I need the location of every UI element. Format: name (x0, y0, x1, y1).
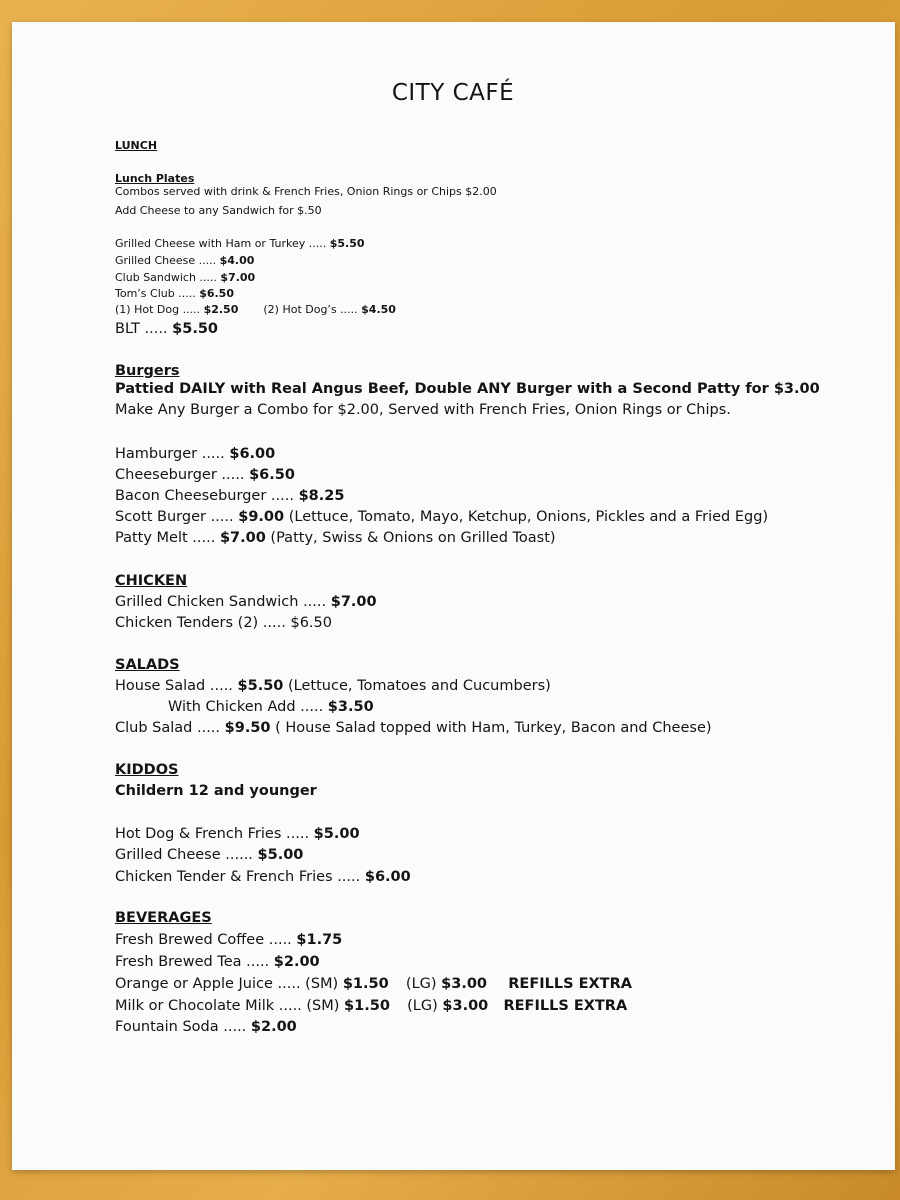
lunch-item (115, 288, 234, 299)
item-price-sm: $1.50 (344, 998, 390, 1014)
item-price: $3.50 (327, 699, 374, 715)
refills-note: REFILLS EXTRA (508, 976, 632, 992)
lunch-item (115, 238, 365, 249)
item-price: $6.50 (290, 615, 332, 631)
kiddos-item (115, 870, 411, 885)
item-name: Scott Burger ..... (115, 509, 239, 525)
lunch-note-cheese: Add Cheese to any Sandwich for $.50 (115, 204, 322, 217)
lunch-heading: LUNCH (115, 139, 158, 152)
item-name: (1) Hot Dog ..... (115, 303, 204, 316)
item-name: Fountain Soda ..... (115, 1019, 251, 1035)
item-price: $7.00 (220, 271, 256, 284)
item-name: Fresh Brewed Tea ..... (115, 954, 274, 970)
page-title: CITY CAFÉ (391, 80, 515, 106)
item-desc: (Lettuce, Tomatoes and Cucumbers) (283, 678, 551, 694)
lunch-item (115, 272, 255, 283)
item-name: Chicken Tender & French Fries ..... (115, 869, 365, 885)
kiddos-item (115, 827, 360, 842)
item-name: Club Salad ..... (115, 720, 225, 736)
item-price: $5.00 (257, 847, 304, 863)
item-name: Tom’s Club ..... (115, 287, 200, 300)
item-name: Patty Melt ..... (115, 530, 220, 546)
beverages-heading: BEVERAGES (115, 910, 212, 926)
burgers-combo-note: Make Any Burger a Combo for $2.00, Served with French Fries, Onion Rings or Chips. (115, 402, 731, 418)
item-price: $4.50 (361, 303, 396, 316)
item-price: $6.50 (199, 287, 234, 300)
item-name: Milk or Chocolate Milk ..... (SM) (115, 998, 345, 1014)
item-price: $6.00 (229, 446, 276, 462)
item-price: $2.50 (203, 303, 239, 316)
beverage-item-juice (115, 977, 632, 992)
item-price: $4.00 (219, 254, 255, 267)
chicken-item (115, 616, 332, 631)
item-price-lg: $3.00 (442, 998, 489, 1014)
item-name: With Chicken Add ..... (168, 699, 328, 715)
chicken-heading: CHICKEN (115, 573, 188, 589)
item-name: Cheeseburger ..... (115, 467, 250, 483)
size-lg-label: (LG) (407, 998, 443, 1014)
refills-note: REFILLS EXTRA (503, 998, 628, 1014)
item-price: $5.50 (329, 237, 365, 250)
burgers-tagline: Pattied DAILY with Real Angus Beef, Double ANY Burger with a Second Patty for $3.00 (115, 381, 820, 397)
burger-item (115, 447, 275, 462)
item-desc: (Patty, Swiss & Onions on Grilled Toast) (265, 530, 556, 546)
menu-paper (12, 22, 895, 1170)
lunch-item-blt (115, 322, 218, 337)
item-price: $6.00 (364, 869, 411, 885)
item-price: $9.00 (238, 509, 285, 525)
item-name: Chicken Tenders (2) ..... (115, 615, 291, 631)
item-price: $7.00 (219, 530, 266, 546)
item-price: $5.50 (172, 321, 219, 337)
item-price: $5.00 (313, 826, 360, 842)
item-name: (2) Hot Dog’s ..... (263, 303, 362, 316)
burger-item (115, 468, 295, 483)
lunch-item (115, 255, 254, 266)
item-name: Bacon Cheeseburger ..... (115, 488, 299, 504)
item-desc: (Lettuce, Tomato, Mayo, Ketchup, Onions, Pickles and a Fried Egg) (284, 509, 769, 525)
chicken-item (115, 595, 377, 610)
item-name: Grilled Chicken Sandwich ..... (115, 594, 331, 610)
item-price: $2.00 (250, 1019, 297, 1035)
item-name: Club Sandwich ..... (115, 271, 221, 284)
item-price: $8.25 (298, 488, 345, 504)
burger-item (115, 489, 344, 504)
salad-item-house (115, 679, 551, 694)
item-name: Grilled Cheese ...... (115, 847, 258, 863)
item-name: Hamburger ..... (115, 446, 230, 462)
lunch-hotdog-row (115, 304, 396, 315)
item-price: $6.50 (249, 467, 295, 483)
kiddos-heading: KIDDOS (115, 762, 179, 778)
item-price: $1.75 (296, 932, 343, 948)
item-price: $9.50 (224, 720, 271, 736)
item-name: BLT ..... (115, 321, 173, 337)
item-name: Grilled Cheese ..... (115, 254, 220, 267)
burgers-heading: Burgers (115, 363, 180, 379)
item-name: House Salad ..... (115, 678, 238, 694)
item-price-sm: $1.50 (342, 976, 389, 992)
item-desc: ( House Salad topped with Ham, Turkey, Bacon and Cheese) (270, 720, 712, 736)
item-price: $5.50 (237, 678, 284, 694)
burger-item (115, 531, 556, 546)
beverage-item-milk (115, 999, 627, 1014)
kiddos-item (115, 848, 303, 863)
item-name: Grilled Cheese with Ham or Turkey ..... (115, 237, 330, 250)
kiddos-subheading: Childern 12 and younger (115, 783, 317, 799)
lunch-note-combos: Combos served with drink & French Fries, Onion Rings or Chips $2.00 (115, 185, 497, 198)
beverage-item-soda (115, 1020, 297, 1035)
burger-item (115, 510, 768, 525)
item-name: Hot Dog & French Fries ..... (115, 826, 314, 842)
item-price-lg: $3.00 (441, 976, 488, 992)
lunch-plates-heading: Lunch Plates (115, 172, 195, 185)
salad-item-club (115, 721, 712, 736)
size-lg-label: (LG) (405, 976, 442, 992)
salads-heading: SALADS (115, 657, 180, 673)
salad-addon (168, 700, 374, 715)
beverage-item-coffee (115, 933, 342, 948)
item-name: Orange or Apple Juice ..... (SM) (115, 976, 343, 992)
beverage-item-tea (115, 955, 320, 970)
item-price: $2.00 (273, 954, 320, 970)
item-name: Fresh Brewed Coffee ..... (115, 932, 297, 948)
item-price: $7.00 (330, 594, 377, 610)
